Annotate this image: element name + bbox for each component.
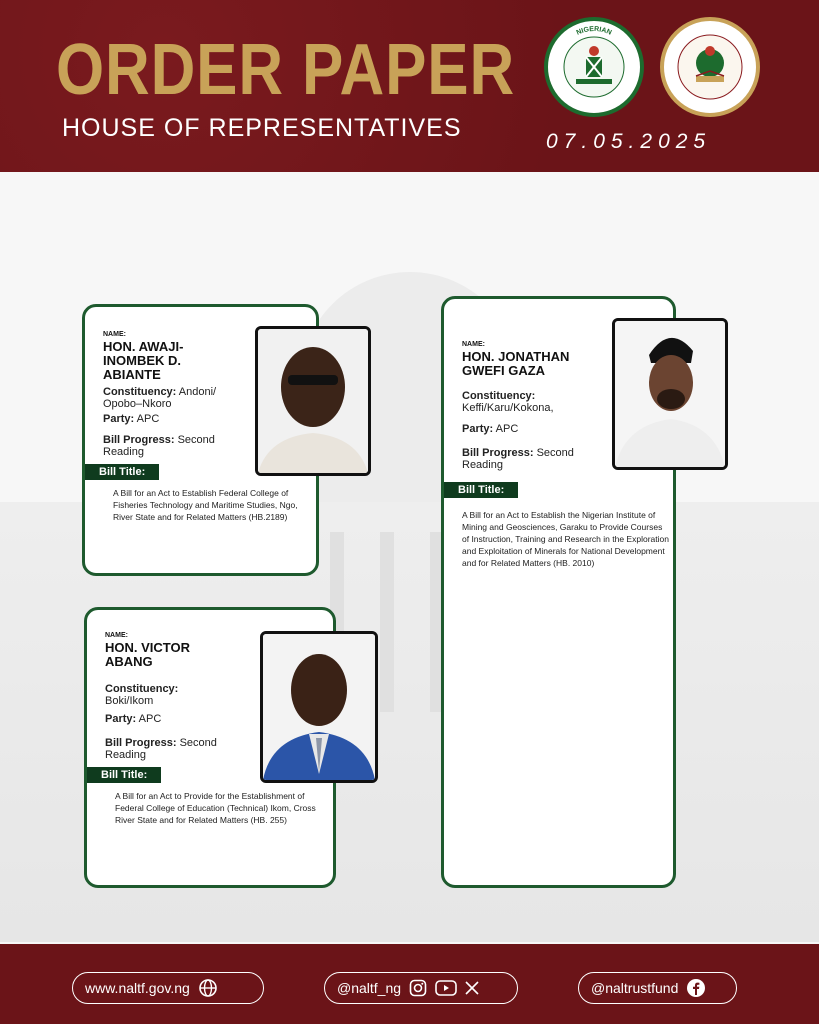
facebook-handle-link[interactable]: @naltrustfund: [591, 980, 679, 996]
member-name: HON. VICTOR ABANG: [105, 640, 190, 669]
facebook-handle-pill[interactable]: [578, 972, 737, 1004]
bill-title-text: A Bill for an Act to Provide for the Establishment of Federal College of Education (Technical) Ikom, Cross River State and for Related Matters (HB. 255): [115, 791, 316, 825]
name-label: NAME:: [105, 632, 128, 639]
header-banner: [0, 0, 819, 172]
website-link[interactable]: www.naltf.gov.ng: [85, 980, 190, 996]
member-card: [82, 304, 319, 576]
constituency-field: Constituency: Keffi/Karu/Kokona,: [462, 390, 554, 414]
library-seal-icon: [664, 21, 756, 113]
background-column: [380, 532, 394, 712]
footer-bar: [0, 944, 819, 1024]
house-of-reps-seal: [544, 17, 644, 117]
social-handle-link[interactable]: @naltf_ng: [337, 980, 402, 996]
portrait-icon: [615, 321, 725, 467]
youtube-icon[interactable]: [435, 980, 457, 996]
page-subtitle: HOUSE OF REPRESENTATIVES: [62, 114, 462, 142]
member-card: [84, 607, 336, 888]
bill-title-label: Bill Title:: [85, 464, 159, 480]
instagram-icon[interactable]: [409, 979, 427, 997]
name-label: NAME:: [462, 341, 485, 348]
social-handle-pill[interactable]: [324, 972, 518, 1004]
bill-title-label: Bill Title:: [87, 767, 161, 783]
party-field: Party: APC: [103, 413, 160, 425]
website-pill[interactable]: [72, 972, 264, 1004]
portrait-icon: [258, 329, 368, 473]
nass-library-trust-fund-seal: [660, 17, 760, 117]
facebook-icon[interactable]: [686, 978, 706, 998]
svg-text:NIGERIAN: NIGERIAN: [575, 25, 613, 37]
bill-progress-field: Bill Progress: Second Reading: [103, 434, 215, 458]
party-field: Party: APC: [105, 713, 162, 725]
globe-icon: [198, 978, 218, 998]
bill-progress-field: Bill Progress: Second Reading: [105, 737, 217, 761]
x-twitter-icon[interactable]: [465, 981, 479, 995]
member-name: HON. AWAJI-INOMBEK D. ABIANTE: [103, 339, 184, 382]
constituency-field: Constituency: Boki/Ikom: [105, 683, 179, 707]
page-title: ORDER PAPER: [56, 30, 516, 110]
party-field: Party: APC: [462, 423, 519, 435]
constituency-field: Constituency: Andoni/ Opobo–Nkoro: [103, 386, 217, 410]
member-card: [441, 296, 676, 888]
bill-progress-field: Bill Progress: Second Reading: [462, 447, 574, 471]
name-label: NAME:: [103, 331, 126, 338]
bill-title-label: Bill Title:: [444, 482, 518, 498]
member-photo: [255, 326, 371, 476]
member-photo: [260, 631, 378, 783]
coat-of-arms-icon: [548, 21, 640, 113]
date-label: 07.05.2025: [546, 130, 712, 153]
member-photo: [612, 318, 728, 470]
member-name: HON. JONATHAN GWEFI GAZA: [462, 349, 570, 378]
portrait-icon: [263, 634, 375, 780]
bill-title-text: A Bill for an Act to Establish Federal College of Fisheries Technology and Maritime Studies, Ngo, River State and for Related Matters (HB.2189): [113, 488, 298, 522]
bill-title-text: A Bill for an Act to Establish the Nigerian Institute of Mining and Geosciences, Garaku to Provide Courses of Instruction, Training and Research in the Exploration and Exploitation of Minerals for National Development and for Related Matters (HB. 2010): [462, 510, 669, 568]
